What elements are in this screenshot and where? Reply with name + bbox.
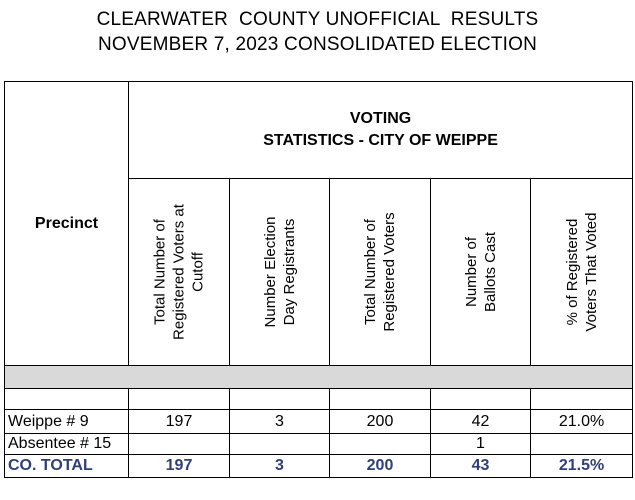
- total-eday: 3: [230, 455, 330, 478]
- total-registered-cell: 200: [330, 410, 431, 434]
- col4-line2: Voters That Voted: [582, 212, 600, 332]
- total-pct: 21.5%: [531, 455, 633, 478]
- col-header-pct-voted: [531, 179, 633, 366]
- total-ballots: 43: [431, 455, 531, 478]
- ballots-cell: 1: [431, 434, 531, 455]
- col1-line2: Day Registrants: [280, 218, 298, 326]
- col4-line1: % of Registered: [563, 218, 581, 326]
- col-header-total-registered: [330, 179, 431, 366]
- gray-band: [5, 366, 633, 389]
- col0-line1: Total Number of: [151, 219, 169, 325]
- precinct-header: Precinct: [5, 82, 129, 366]
- col3-line1: Number of: [462, 236, 480, 308]
- blank-row: [5, 389, 633, 410]
- registered-cutoff-cell: [129, 434, 230, 455]
- col0-line3: Cutoff: [189, 252, 207, 292]
- table-row: [5, 410, 633, 434]
- results-table: [4, 81, 633, 478]
- col3-line2: Ballots Cast: [481, 231, 499, 313]
- col2-line2: Registered Voters: [381, 212, 398, 332]
- precinct-name: Weippe # 9: [5, 410, 129, 434]
- registered-cutoff-cell: 197: [129, 410, 230, 434]
- total-registered-cell: [330, 434, 431, 455]
- report-title-line2: NOVEMBER 7, 2023 CONSOLIDATED ELECTION: [97, 34, 538, 55]
- report-title-line1: CLEARWATER COUNTY UNOFFICIAL RESULTS: [96, 9, 539, 30]
- group-header-line2: STATISTICS - CITY OF WEIPPE: [263, 132, 498, 149]
- group-header-line1: VOTING: [349, 110, 412, 127]
- eday-cell: [230, 434, 330, 455]
- table-row: [5, 434, 633, 455]
- total-registered-cutoff: 197: [129, 455, 230, 478]
- col2-line1: Total Number of: [362, 219, 379, 325]
- ballots-cell: 42: [431, 410, 531, 434]
- col0-line2: Registered Voters at: [170, 204, 188, 340]
- total-label: CO. TOTAL: [5, 455, 129, 478]
- pct-cell: [531, 434, 633, 455]
- separator-band: [5, 366, 633, 389]
- eday-cell: 3: [230, 410, 330, 434]
- total-row: [5, 455, 633, 478]
- col-header-registered-cutoff: [129, 179, 230, 366]
- precinct-name: Absentee # 15: [5, 434, 129, 455]
- col-header-ballots-cast: [431, 179, 531, 366]
- col1-line1: Number Election: [261, 216, 279, 328]
- pct-cell: 21.0%: [531, 410, 633, 434]
- total-total-registered: 200: [330, 455, 431, 478]
- col-header-eday-registrants: [230, 179, 330, 366]
- voting-statistics-header: [129, 82, 633, 179]
